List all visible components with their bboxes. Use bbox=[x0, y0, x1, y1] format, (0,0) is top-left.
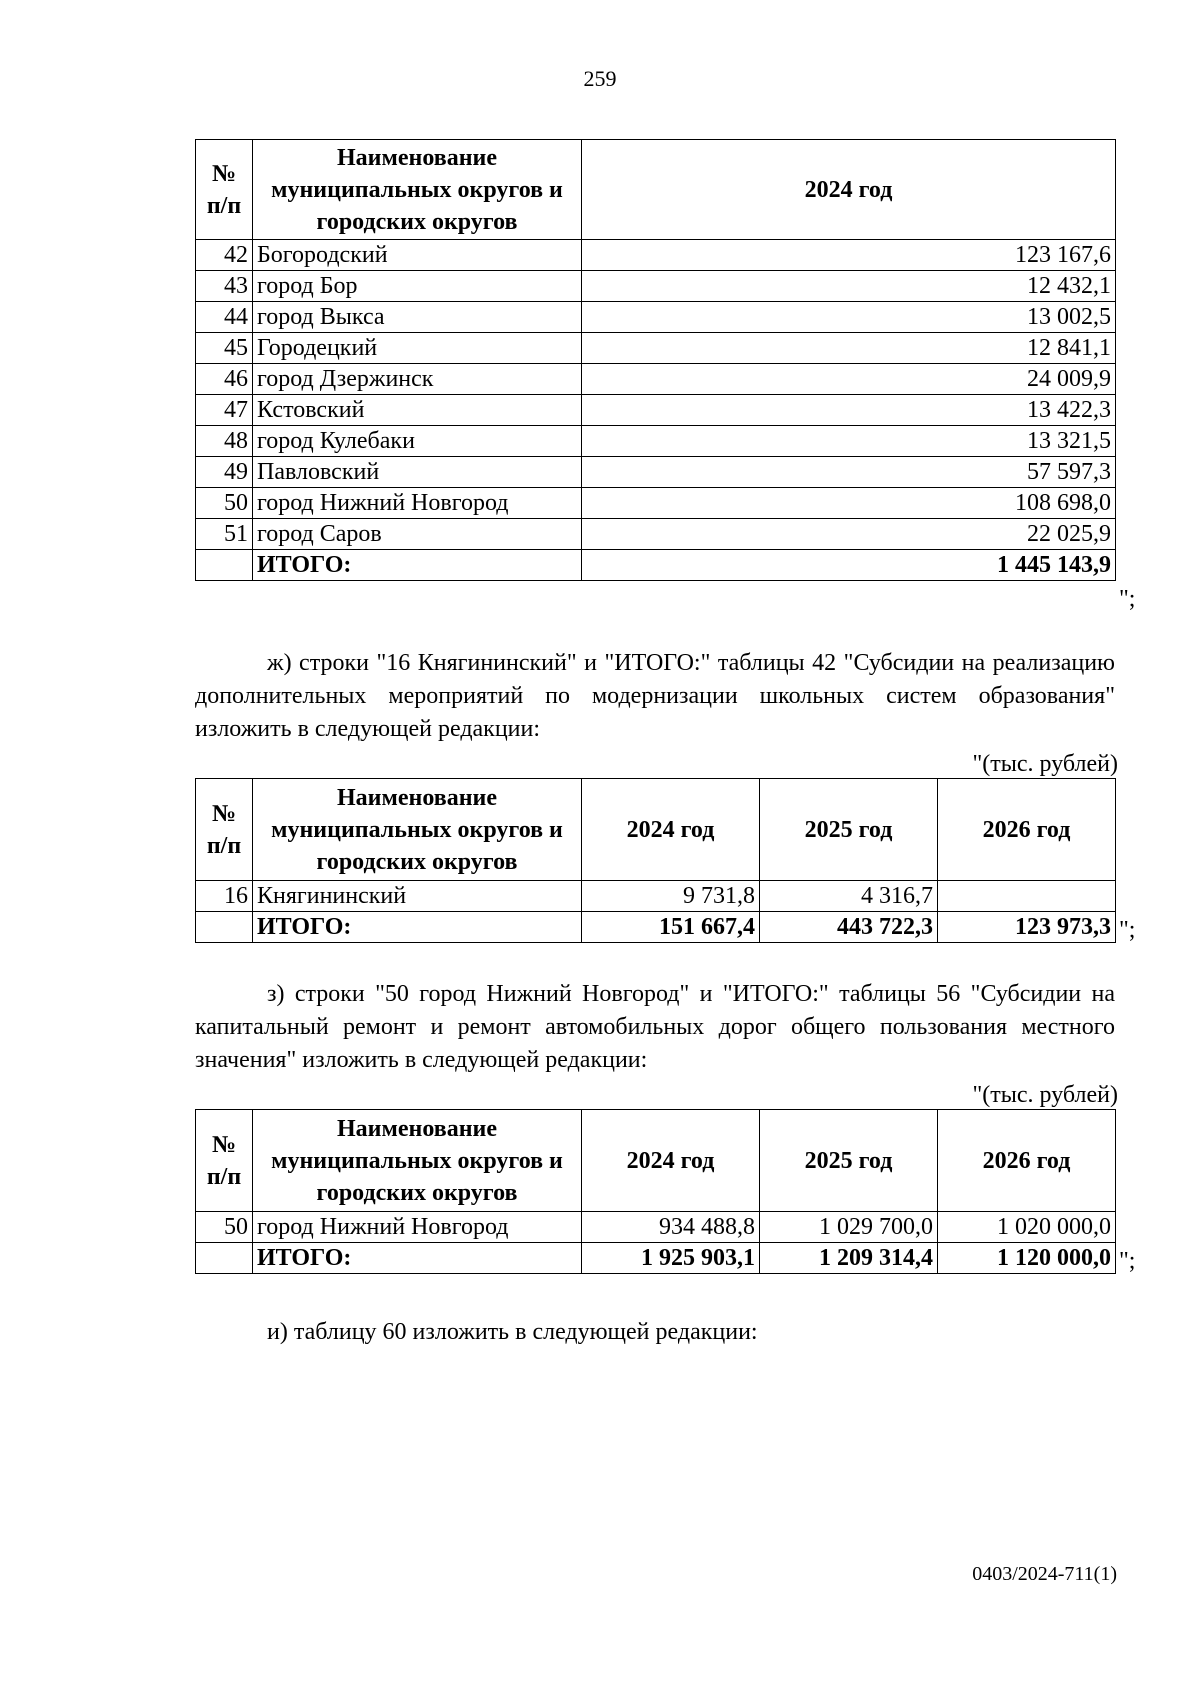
table-2-closing-quote: "; bbox=[1119, 917, 1136, 943]
header-num: № п/п bbox=[196, 140, 253, 240]
row-name: город Дзержинск bbox=[253, 364, 582, 395]
table-row bbox=[196, 1212, 1116, 1243]
table-header-row bbox=[196, 140, 1116, 240]
row-name: Павловский bbox=[253, 457, 582, 488]
table-row bbox=[196, 881, 1116, 912]
total-row bbox=[196, 1243, 1116, 1274]
total-value-2024: 1 925 903,1 bbox=[582, 1243, 760, 1274]
total-value-2025: 1 209 314,4 bbox=[760, 1243, 938, 1274]
row-value-2024: 57 597,3 bbox=[582, 457, 1116, 488]
header-2025: 2025 год bbox=[760, 1110, 938, 1212]
paragraph-z: з) строки "50 город Нижний Новгород" и "ИТОГО:" таблицы 56 "Субсидии на капитальный ремонт и ремонт автомобильных дорог общего пользования местного значения" изложить в следующей редакции: bbox=[195, 981, 1115, 1073]
units-label: "(тыс. рублей) bbox=[972, 751, 1118, 777]
table-1 bbox=[195, 139, 1116, 581]
row-index: 50 bbox=[196, 1212, 253, 1243]
header-2024: 2024 год bbox=[582, 779, 760, 881]
paragraph-zh: ж) строки "16 Княгининский" и "ИТОГО:" таблицы 42 "Субсидии на реализацию дополнительных мероприятий по модернизации школьных систем образования" изложить в следующей редакции: bbox=[195, 650, 1115, 742]
header-2026: 2026 год bbox=[938, 1110, 1116, 1212]
row-name: город Бор bbox=[253, 271, 582, 302]
units-label: "(тыс. рублей) bbox=[972, 1082, 1118, 1108]
row-value-2024: 123 167,6 bbox=[582, 240, 1116, 271]
table-header-row bbox=[196, 1110, 1116, 1212]
row-index: 50 bbox=[196, 488, 253, 519]
row-value-2024: 12 841,1 bbox=[582, 333, 1116, 364]
total-value-2026: 1 120 000,0 bbox=[938, 1243, 1116, 1274]
row-name: Кстовский bbox=[253, 395, 582, 426]
row-name: Богородский bbox=[253, 240, 582, 271]
table-1-closing-quote: "; bbox=[1119, 586, 1136, 612]
page-number: 259 bbox=[583, 66, 617, 91]
table-2 bbox=[195, 778, 1116, 943]
table-row bbox=[196, 302, 1116, 333]
header-2024: 2024 год bbox=[582, 140, 1116, 240]
row-index: 16 bbox=[196, 881, 253, 912]
row-name: Городецкий bbox=[253, 333, 582, 364]
total-label: ИТОГО: bbox=[253, 550, 582, 581]
row-value-2024: 22 025,9 bbox=[582, 519, 1116, 550]
row-name: город Выкса bbox=[253, 302, 582, 333]
total-label: ИТОГО: bbox=[253, 1243, 582, 1274]
row-index: 47 bbox=[196, 395, 253, 426]
table-header-row bbox=[196, 779, 1116, 881]
table-row bbox=[196, 271, 1116, 302]
table-row bbox=[196, 395, 1116, 426]
row-index: 49 bbox=[196, 457, 253, 488]
header-num: № п/п bbox=[196, 779, 253, 881]
total-index-cell bbox=[196, 550, 253, 581]
row-index: 46 bbox=[196, 364, 253, 395]
table-row bbox=[196, 457, 1116, 488]
total-value-2024: 1 445 143,9 bbox=[582, 550, 1116, 581]
row-name: город Саров bbox=[253, 519, 582, 550]
table-3-closing-quote: "; bbox=[1119, 1248, 1136, 1274]
row-index: 45 bbox=[196, 333, 253, 364]
header-2024: 2024 год bbox=[582, 1110, 760, 1212]
row-value-2024: 934 488,8 bbox=[582, 1212, 760, 1243]
row-name: Княгининский bbox=[253, 881, 582, 912]
row-value-2024: 13 002,5 bbox=[582, 302, 1116, 333]
table-row bbox=[196, 333, 1116, 364]
table-3 bbox=[195, 1109, 1116, 1274]
total-row bbox=[196, 550, 1116, 581]
row-value-2024: 13 422,3 bbox=[582, 395, 1116, 426]
row-value-2025: 4 316,7 bbox=[760, 881, 938, 912]
row-value-2026 bbox=[938, 881, 1116, 912]
row-index: 51 bbox=[196, 519, 253, 550]
row-value-2024: 24 009,9 bbox=[582, 364, 1116, 395]
row-value-2024: 12 432,1 bbox=[582, 271, 1116, 302]
total-row bbox=[196, 912, 1116, 943]
total-value-2026: 123 973,3 bbox=[938, 912, 1116, 943]
row-index: 44 bbox=[196, 302, 253, 333]
row-value-2025: 1 029 700,0 bbox=[760, 1212, 938, 1243]
header-2026: 2026 год bbox=[938, 779, 1116, 881]
total-value-2025: 443 722,3 bbox=[760, 912, 938, 943]
header-num: № п/п bbox=[196, 1110, 253, 1212]
table-row bbox=[196, 488, 1116, 519]
total-label: ИТОГО: bbox=[253, 912, 582, 943]
table-row bbox=[196, 240, 1116, 271]
header-name: Наименование муниципальных округов и городских округов bbox=[253, 1110, 582, 1212]
document-code: 0403/2024-711(1) bbox=[972, 1563, 1117, 1585]
table-row bbox=[196, 364, 1116, 395]
row-value-2026: 1 020 000,0 bbox=[938, 1212, 1116, 1243]
table-row bbox=[196, 519, 1116, 550]
row-name: город Нижний Новгород bbox=[253, 1212, 582, 1243]
total-index-cell bbox=[196, 1243, 253, 1274]
header-name: Наименование муниципальных округов и городских округов bbox=[253, 140, 582, 240]
row-index: 48 bbox=[196, 426, 253, 457]
row-index: 43 bbox=[196, 271, 253, 302]
total-value-2024: 151 667,4 bbox=[582, 912, 760, 943]
paragraph-i: и) таблицу 60 изложить в следующей редакции: bbox=[267, 1319, 758, 1345]
row-value-2024: 9 731,8 bbox=[582, 881, 760, 912]
table-row bbox=[196, 426, 1116, 457]
header-2025: 2025 год bbox=[760, 779, 938, 881]
row-index: 42 bbox=[196, 240, 253, 271]
total-index-cell bbox=[196, 912, 253, 943]
header-name: Наименование муниципальных округов и городских округов bbox=[253, 779, 582, 881]
row-value-2024: 108 698,0 bbox=[582, 488, 1116, 519]
row-name: город Нижний Новгород bbox=[253, 488, 582, 519]
row-name: город Кулебаки bbox=[253, 426, 582, 457]
row-value-2024: 13 321,5 bbox=[582, 426, 1116, 457]
